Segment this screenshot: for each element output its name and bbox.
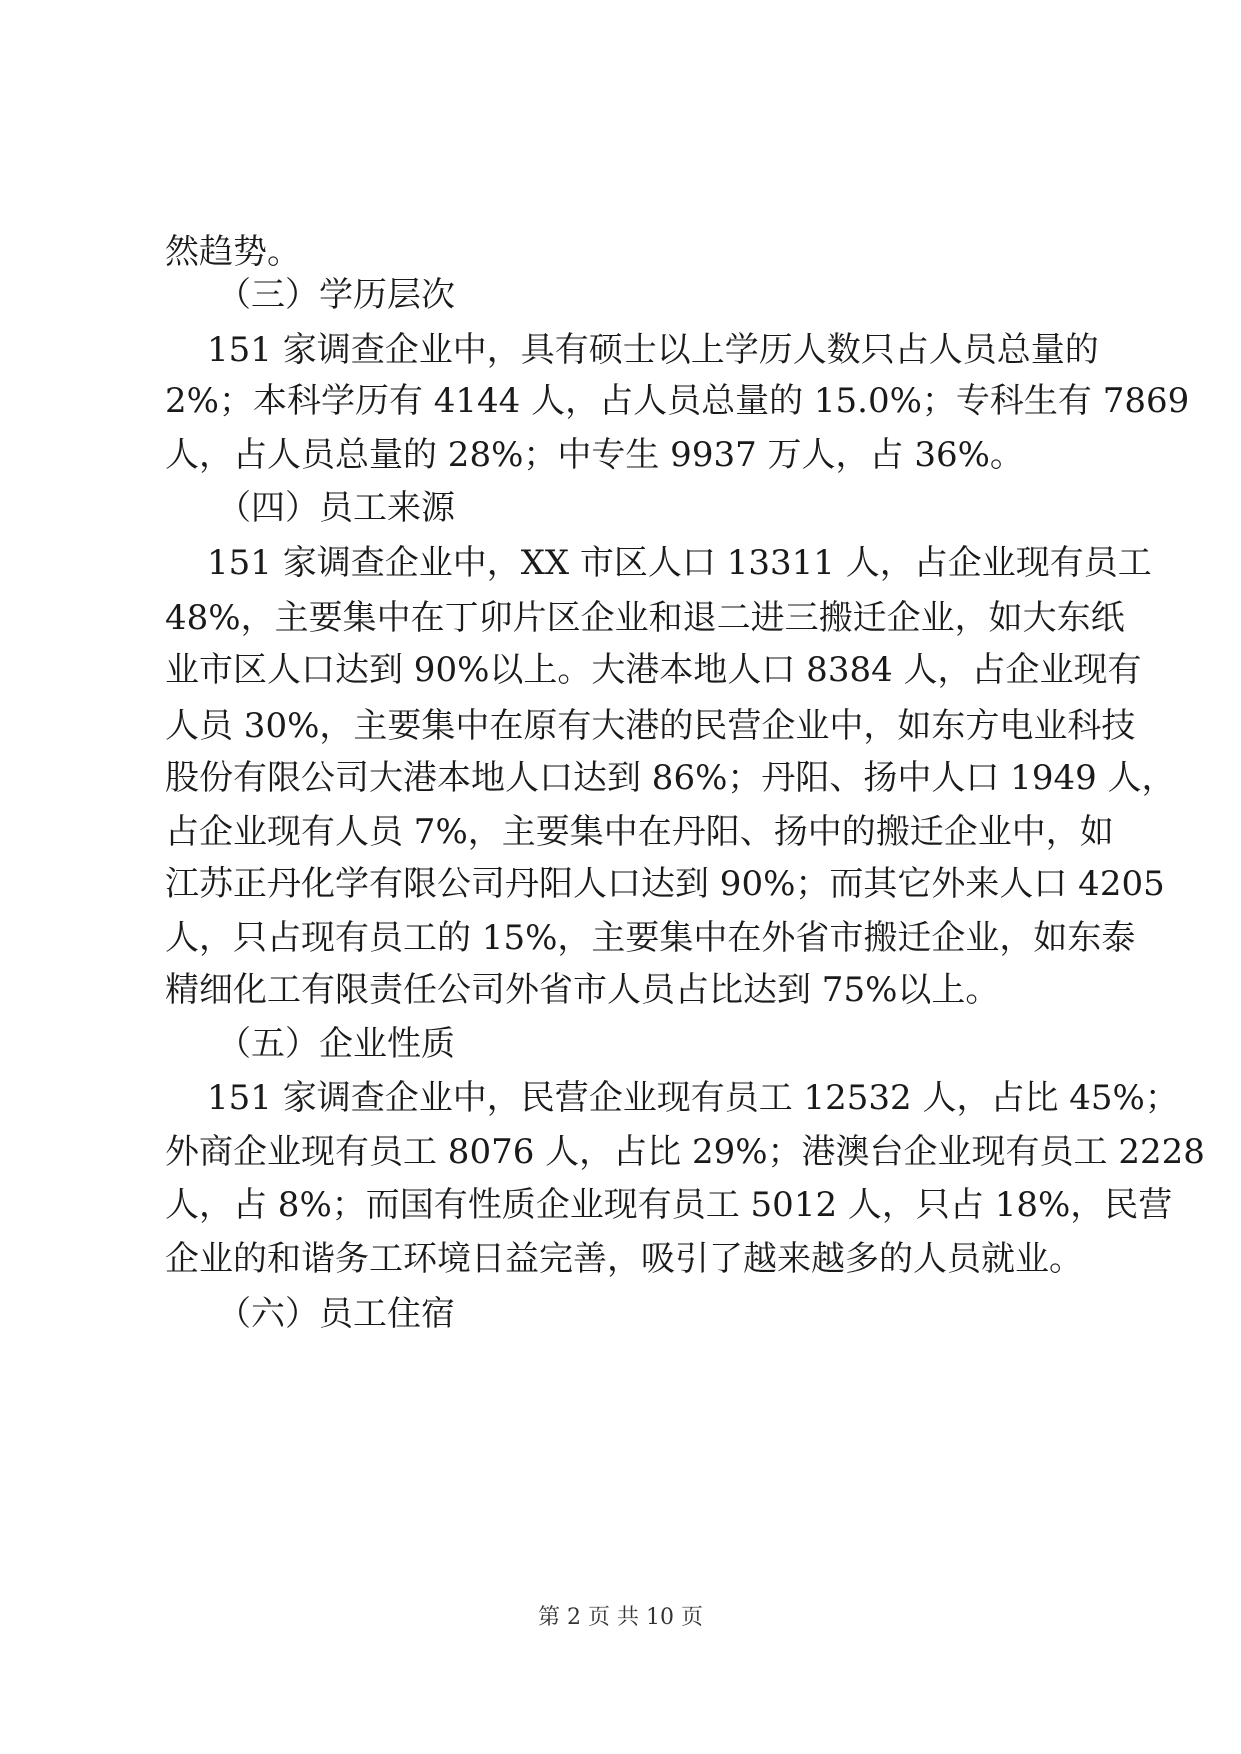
text-line: 然趋势。 xyxy=(165,232,301,272)
section-heading: （六）员工住宿 xyxy=(217,1294,455,1334)
text-line: 151 家调查企业中，XX 市区人口 13311 人，占企业现有员工 xyxy=(207,543,1152,583)
section-heading: （五）企业性质 xyxy=(217,1024,455,1064)
text-line: 151 家调查企业中，民营企业现有员工 12532 人，占比 45%； xyxy=(207,1078,1179,1118)
text-line: 占企业现有人员 7%，主要集中在丹阳、扬中的搬迁企业中，如 xyxy=(165,812,1114,852)
text-line: 人员 30%，主要集中在原有大港的民营企业中，如东方电业科技 xyxy=(165,706,1136,746)
text-line: 人，占 8%；而国有性质企业现有员工 5012 人，只占 18%，民营 xyxy=(165,1185,1173,1225)
text-line: 外商企业现有员工 8076 人，占比 29%；港澳台企业现有员工 2228 xyxy=(165,1132,1205,1172)
section-heading: （三）学历层次 xyxy=(217,275,455,315)
text-line: 业市区人口达到 90%以上。大港本地人口 8384 人，占企业现有 xyxy=(165,650,1142,690)
text-line: 151 家调查企业中，具有硕士以上学历人数只占人员总量的 xyxy=(207,330,1099,370)
text-line: 精细化工有限责任公司外省市人员占比达到 75%以上。 xyxy=(165,970,1000,1010)
text-line: 江苏正丹化学有限公司丹阳人口达到 90%；而其它外来人口 4205 xyxy=(165,864,1165,904)
page-footer: 第 2 页 共 10 页 xyxy=(538,1605,703,1630)
text-line: 人，只占现有员工的 15%，主要集中在外省市搬迁企业，如东泰 xyxy=(165,918,1136,958)
text-line: 股份有限公司大港本地人口达到 86%；丹阳、扬中人口 1949 人， xyxy=(165,758,1176,798)
section-heading: （四）员工来源 xyxy=(217,488,455,528)
text-line: 企业的和谐务工环境日益完善，吸引了越来越多的人员就业。 xyxy=(165,1239,1083,1279)
text-line: 人，占人员总量的 28%；中专生 9937 万人，占 36%。 xyxy=(165,435,1024,475)
text-line: 48%，主要集中在丁卯片区企业和退二进三搬迁企业，如大东纸 xyxy=(165,598,1125,638)
text-line: 2%；本科学历有 4144 人，占人员总量的 15.0%；专科生有 7869 xyxy=(165,381,1190,421)
